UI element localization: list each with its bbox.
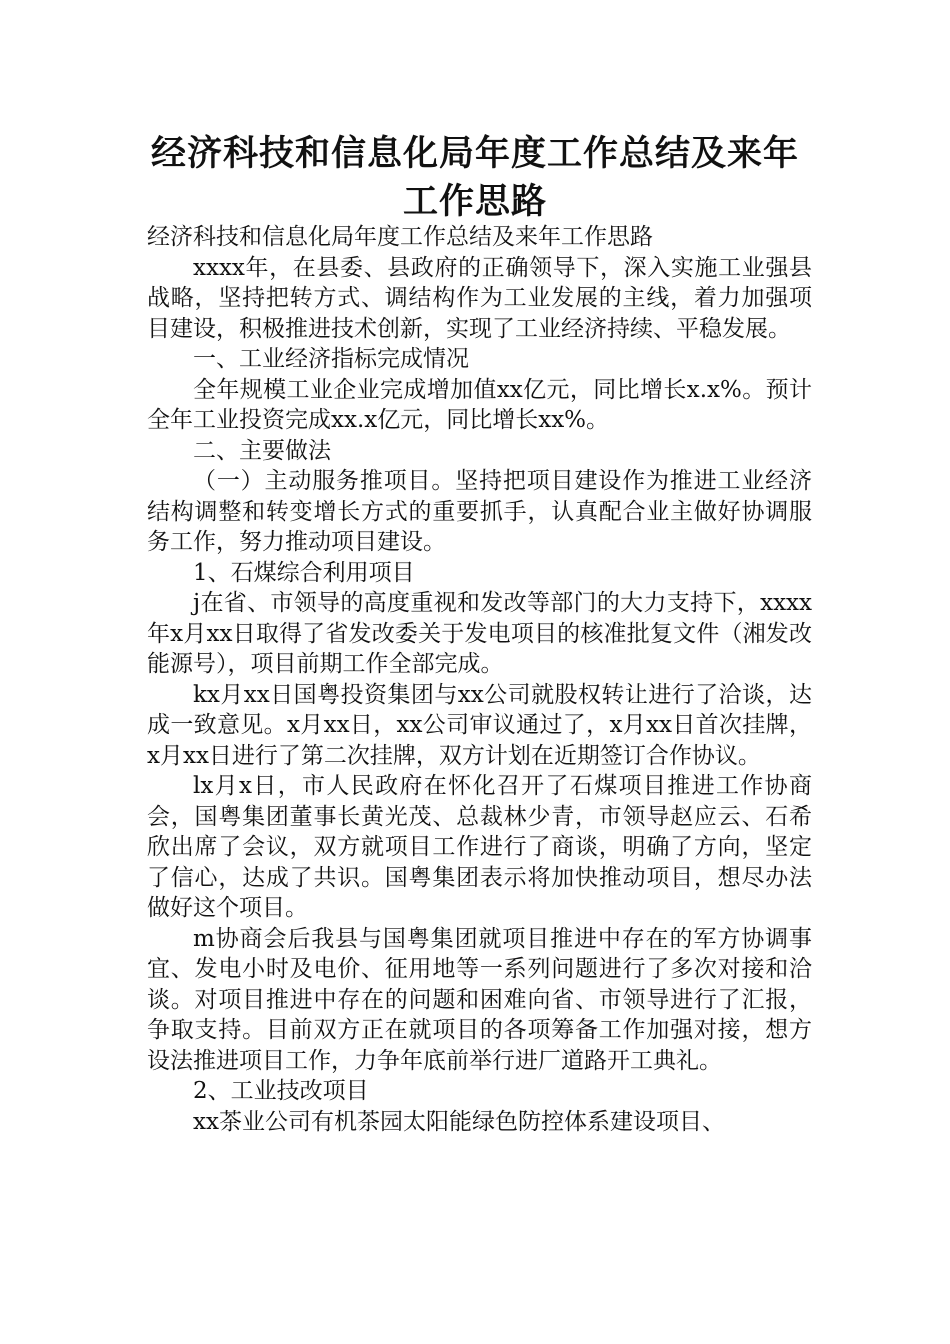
stone-coal-paragraph-4: m协商会后我县与国粤集团就项目推进中存在的军方协调事宜、发电小时及电价、征用地等一系列问题进行了多次对接和洽谈。对项目推进中存在的问题和困难向省、市领导进行了汇报，争取支持。目前双方正在就项目的各项筹备工作加强对接，想方设法推进项目工作，力争年底前举行进厂道路开工典礼。 xyxy=(147,925,812,1074)
measures-paragraph: （一）主动服务推项目。坚持把项目建设作为推进工业经济结构调整和转变增长方式的重要抓手，认真配合业主做好协调服务工作，努力推动项目建设。 xyxy=(147,468,812,555)
stone-coal-paragraph-3: lx月x日，市人民政府在怀化召开了石煤项目推进工作协商会，国粤集团董事长黄光茂、总裁林少青，市领导赵应云、石希欣出席了会议，双方就项目工作进行了商谈，明确了方向，坚定了信心，达成了共识。国粤集团表示将加快推动项目，想尽办法做好这个项目。 xyxy=(147,773,812,921)
subheading-stone-coal: 1、石煤综合利用项目 xyxy=(193,559,415,586)
document-body xyxy=(147,222,812,1137)
document-title xyxy=(120,130,830,226)
body-heading: 经济科技和信息化局年度工作总结及来年工作思路 xyxy=(147,224,653,250)
stone-coal-paragraph-2: kx月xx日国粤投资集团与xx公司就股权转让进行了洽谈，达成一致意见。x月xx日，xx公司审议通过了，x月xx日首次挂牌，x月xx日进行了第二次挂牌，双方计划在近期签订合作协议。 xyxy=(147,681,812,769)
tech-upgrade-paragraph: xx茶业公司有机茶园太阳能绿色防控体系建设项目、 xyxy=(193,1108,725,1135)
subheading-tech-upgrade: 2、工业技改项目 xyxy=(193,1078,369,1104)
stone-coal-paragraph-1: j在省、市领导的高度重视和发改等部门的大力支持下，xxxx年x月xx日取得了省发改委关于发电项目的核准批复文件（湘发改能源号），项目前期工作全部完成。 xyxy=(147,590,812,677)
section-heading-indicators: 一、工业经济指标完成情况 xyxy=(193,346,469,372)
indicators-paragraph: 全年规模工业企业完成增加值xx亿元，同比增长x.x%。预计全年工业投资完成xx.x亿元，同比增长xx%。 xyxy=(147,376,812,433)
intro-paragraph: xxxx年，在县委、县政府的正确领导下，深入实施工业强县战略，坚持把转方式、调结构作为工业发展的主线，着力加强项目建设，积极推进技术创新，实现了工业经济持续、平稳发展。 xyxy=(147,254,812,342)
title-line-1: 经济科技和信息化局年度工作总结及来年 xyxy=(150,134,799,174)
title-line-2: 工作思路 xyxy=(402,182,547,222)
section-heading-measures: 二、主要做法 xyxy=(193,437,331,464)
